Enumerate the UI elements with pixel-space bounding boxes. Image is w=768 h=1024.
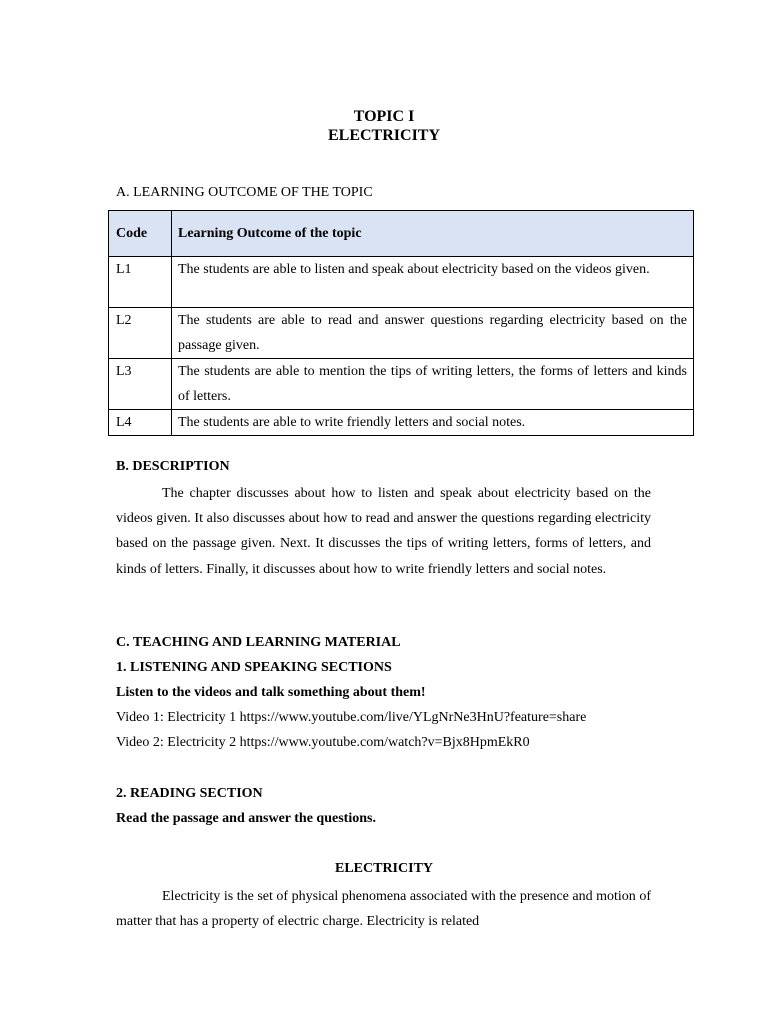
table-row — [109, 257, 694, 308]
outcome-text: The students are able to read and answer questions regarding electricity based on the passage given. — [178, 313, 687, 353]
outcome-text: The students are able to write friendly letters and social notes. — [178, 415, 526, 430]
table-header-row — [109, 211, 694, 257]
cell-code — [109, 257, 172, 308]
outcome-text: The students are able to listen and speak about electricity based on the videos given. — [178, 262, 650, 277]
listening-instruction: Listen to the videos and talk something about them! — [116, 685, 426, 700]
listening-section-heading: 1. LISTENING AND SPEAKING SECTIONS — [116, 660, 392, 675]
cell-outcome — [172, 308, 694, 359]
table-row — [109, 308, 694, 359]
column-header-outcome-text: Learning Outcome of the topic — [178, 225, 362, 241]
section-a-heading: A. LEARNING OUTCOME OF THE TOPIC — [116, 185, 373, 200]
reading-section-heading: 2. READING SECTION — [116, 786, 263, 801]
passage-paragraph: Electricity is the set of physical phenomena associated with the presence and motion of matter that has a property of electric charge. Electricity is related — [116, 889, 651, 930]
section-b-heading: B. DESCRIPTION — [116, 459, 230, 474]
video-2-link[interactable]: Video 2: Electricity 2 https://www.youtube.com/watch?v=Bjx8HpmEkR0 — [116, 735, 530, 750]
topic-number: TOPIC I — [353, 108, 415, 125]
cell-outcome — [172, 359, 694, 410]
code-text: L1 — [116, 262, 132, 277]
outcome-text: The students are able to mention the tips of writing letters, the forms of letters and kinds of letters. — [178, 364, 687, 404]
table-row — [109, 359, 694, 410]
code-text: L2 — [116, 313, 132, 328]
column-header-outcome — [172, 211, 694, 257]
cell-outcome — [172, 257, 694, 308]
video-1-link[interactable]: Video 1: Electricity 1 https://www.youtube.com/live/YLgNrNe3HnU?feature=share — [116, 710, 587, 725]
table-row — [109, 410, 694, 436]
code-text: L3 — [116, 364, 132, 379]
cell-code — [109, 308, 172, 359]
topic-title: ELECTRICITY — [327, 127, 441, 144]
code-text: L4 — [116, 415, 132, 430]
passage-title: ELECTRICITY — [334, 861, 434, 876]
cell-outcome — [172, 410, 694, 436]
learning-outcome-table — [108, 210, 694, 436]
description-paragraph: The chapter discusses about how to listen and speak about electricity based on the videos given. It also discusses about how to read and answer the questions regarding electricity based on the passage given. Next. It discusses the tips of writing letters, forms of letters, and kinds of letters. Finally, it discusses about how to write friendly letters and social notes. — [116, 486, 651, 577]
section-c-heading: C. TEACHING AND LEARNING MATERIAL — [116, 635, 401, 650]
cell-code — [109, 410, 172, 436]
column-header-code-text: Code — [116, 225, 148, 241]
cell-code — [109, 359, 172, 410]
column-header-code — [109, 211, 172, 257]
reading-instruction: Read the passage and answer the questions. — [116, 811, 376, 826]
